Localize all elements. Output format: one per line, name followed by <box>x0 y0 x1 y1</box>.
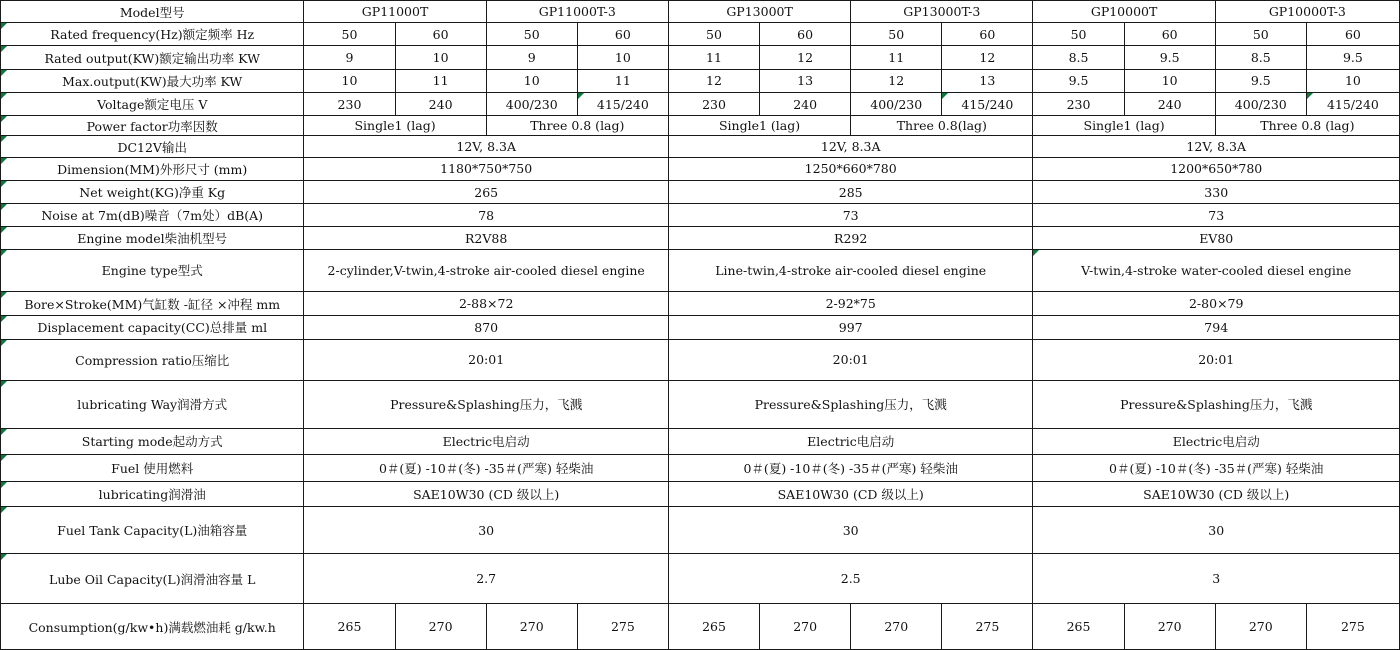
row-label: Fuel Tank Capacity(L)油箱容量 <box>1 507 304 554</box>
value-cell: Electric电启动 <box>1033 428 1400 454</box>
value-cell: 20:01 <box>668 339 1033 380</box>
value-cell: 10 <box>1124 69 1215 92</box>
row-label: Max.output(KW)最大功率 KW <box>1 69 304 92</box>
value-cell: SAE10W30 (CD 级以上) <box>1033 482 1400 507</box>
value-cell: 330 <box>1033 180 1400 203</box>
value-cell: R2V88 <box>304 227 669 249</box>
value-cell: 285 <box>668 180 1033 203</box>
value-cell: 11 <box>851 46 942 69</box>
row-label: Rated output(KW)额定输出功率 KW <box>1 46 304 69</box>
spec-table-body <box>1 1 1400 650</box>
value-cell: 9.5 <box>1033 69 1124 92</box>
value-cell: Electric电启动 <box>304 428 669 454</box>
value-cell: 60 <box>1306 23 1399 46</box>
row-label: Lube Oil Capacity(L)润滑油容量 L <box>1 553 304 604</box>
table-row-net-weight <box>1 180 1400 203</box>
value-cell: Line-twin,4-stroke air-cooled diesel engine <box>668 249 1033 291</box>
value-cell: Pressure&Splashing压力，飞溅 <box>668 381 1033 429</box>
value-cell: Three 0.8(lag) <box>851 116 1033 136</box>
table-row-fuel-tank <box>1 507 1400 554</box>
table-row-starting-mode <box>1 428 1400 454</box>
table-row-max-output <box>1 69 1400 92</box>
value-cell: 10 <box>486 69 577 92</box>
table-row-consumption <box>1 604 1400 650</box>
value-cell: 50 <box>668 23 759 46</box>
row-label: Starting mode起动方式 <box>1 428 304 454</box>
value-cell: 270 <box>851 604 942 650</box>
table-row-dimension <box>1 157 1400 180</box>
value-cell: 11 <box>577 69 668 92</box>
value-cell: 275 <box>1306 604 1399 650</box>
table-row-displacement <box>1 316 1400 339</box>
row-label: Rated frequency(Hz)额定频率 Hz <box>1 23 304 46</box>
value-cell: 265 <box>668 604 759 650</box>
value-cell: 30 <box>668 507 1033 554</box>
row-label: Engine model柴油机型号 <box>1 227 304 249</box>
value-cell: 2-88×72 <box>304 292 669 316</box>
value-cell: Electric电启动 <box>668 428 1033 454</box>
table-row-bore-stroke <box>1 292 1400 316</box>
value-cell: 265 <box>1033 604 1124 650</box>
value-cell: 275 <box>577 604 668 650</box>
value-cell: 230 <box>1033 92 1124 115</box>
table-row-lube-oil-capacity <box>1 553 1400 604</box>
value-cell: 265 <box>304 604 395 650</box>
model-header-cell: GP13000T-3 <box>851 1 1033 23</box>
value-cell: 9.5 <box>1124 46 1215 69</box>
value-cell: 3 <box>1033 553 1400 604</box>
row-label: lubricating Way润滑方式 <box>1 381 304 429</box>
value-cell: 270 <box>1124 604 1215 650</box>
value-cell: 2-cylinder,V-twin,4-stroke air-cooled diesel engine <box>304 249 669 291</box>
table-row-noise <box>1 204 1400 227</box>
value-cell: 10 <box>304 69 395 92</box>
value-cell: 11 <box>668 46 759 69</box>
value-cell: 240 <box>1124 92 1215 115</box>
value-cell: 400/230 <box>1215 92 1306 115</box>
value-cell: 0＃(夏) -10＃(冬) -35＃(严寒) 轻柴油 <box>668 454 1033 481</box>
value-cell: 8.5 <box>1033 46 1124 69</box>
value-cell: 997 <box>668 316 1033 339</box>
table-row-voltage <box>1 92 1400 115</box>
value-cell: 2-80×79 <box>1033 292 1400 316</box>
value-cell: Pressure&Splashing压力，飞溅 <box>1033 381 1400 429</box>
value-cell: 12V, 8.3A <box>668 136 1033 157</box>
value-cell: 415/240 <box>942 92 1033 115</box>
value-cell: 60 <box>942 23 1033 46</box>
value-cell: 10 <box>577 46 668 69</box>
value-cell: 9 <box>304 46 395 69</box>
value-cell: 400/230 <box>851 92 942 115</box>
value-cell: 9.5 <box>1306 46 1399 69</box>
value-cell: 1200*650*780 <box>1033 157 1400 180</box>
value-cell: 12V, 8.3A <box>1033 136 1400 157</box>
value-cell: 78 <box>304 204 669 227</box>
value-cell: 0＃(夏) -10＃(冬) -35＃(严寒) 轻柴油 <box>304 454 669 481</box>
value-cell: 11 <box>395 69 486 92</box>
row-label: lubricating润滑油 <box>1 482 304 507</box>
table-row-dc-output <box>1 136 1400 157</box>
model-header-cell: GP11000T <box>304 1 486 23</box>
value-cell: 270 <box>760 604 851 650</box>
table-row-engine-type <box>1 249 1400 291</box>
value-cell: 794 <box>1033 316 1400 339</box>
value-cell: 73 <box>668 204 1033 227</box>
value-cell: 12 <box>760 46 851 69</box>
value-cell: 2.7 <box>304 553 669 604</box>
model-header-cell: GP10000T <box>1033 1 1215 23</box>
value-cell: Single1 (lag) <box>668 116 850 136</box>
value-cell: V-twin,4-stroke water-cooled diesel engine <box>1033 249 1400 291</box>
value-cell: 270 <box>1215 604 1306 650</box>
value-cell: 275 <box>942 604 1033 650</box>
value-cell: 415/240 <box>577 92 668 115</box>
value-cell: 270 <box>395 604 486 650</box>
value-cell: 8.5 <box>1215 46 1306 69</box>
value-cell: 50 <box>1215 23 1306 46</box>
value-cell: 240 <box>760 92 851 115</box>
row-label: Displacement capacity(CC)总排量 ml <box>1 316 304 339</box>
row-label: Engine type型式 <box>1 249 304 291</box>
value-cell: 870 <box>304 316 669 339</box>
value-cell: SAE10W30 (CD 级以上) <box>304 482 669 507</box>
value-cell: 12 <box>668 69 759 92</box>
value-cell: 10 <box>395 46 486 69</box>
value-cell: 50 <box>1033 23 1124 46</box>
value-cell: Three 0.8 (lag) <box>1215 116 1399 136</box>
table-row-power-factor <box>1 116 1400 136</box>
value-cell: 415/240 <box>1306 92 1399 115</box>
row-label: Fuel 使用燃料 <box>1 454 304 481</box>
value-cell: 270 <box>486 604 577 650</box>
model-header-cell: GP13000T <box>668 1 850 23</box>
value-cell: 265 <box>304 180 669 203</box>
value-cell: 230 <box>304 92 395 115</box>
table-row-rated-output <box>1 46 1400 69</box>
value-cell: 12V, 8.3A <box>304 136 669 157</box>
value-cell: 60 <box>760 23 851 46</box>
value-cell: 240 <box>395 92 486 115</box>
value-cell: 400/230 <box>486 92 577 115</box>
value-cell: 12 <box>942 46 1033 69</box>
table-row-lubricating-oil <box>1 482 1400 507</box>
row-label: Power factor功率因数 <box>1 116 304 136</box>
value-cell: 1250*660*780 <box>668 157 1033 180</box>
value-cell: EV80 <box>1033 227 1400 249</box>
row-label: Compression ratio压缩比 <box>1 339 304 380</box>
value-cell: R292 <box>668 227 1033 249</box>
row-label: Dimension(MM)外形尺寸 (mm) <box>1 157 304 180</box>
table-row-fuel <box>1 454 1400 481</box>
value-cell: 0＃(夏) -10＃(冬) -35＃(严寒) 轻柴油 <box>1033 454 1400 481</box>
value-cell: 13 <box>760 69 851 92</box>
row-label: Net weight(KG)净重 Kg <box>1 180 304 203</box>
value-cell: SAE10W30 (CD 级以上) <box>668 482 1033 507</box>
value-cell: Single1 (lag) <box>1033 116 1215 136</box>
value-cell: Single1 (lag) <box>304 116 486 136</box>
value-cell: 10 <box>1306 69 1399 92</box>
value-cell: 60 <box>577 23 668 46</box>
value-cell: 12 <box>851 69 942 92</box>
row-label: DC12V输出 <box>1 136 304 157</box>
value-cell: 9.5 <box>1215 69 1306 92</box>
table-row-compression <box>1 339 1400 380</box>
row-label: Voltage额定电压 V <box>1 92 304 115</box>
table-row-frequency <box>1 23 1400 46</box>
table-row-header <box>1 1 1400 23</box>
value-cell: 30 <box>1033 507 1400 554</box>
value-cell: Three 0.8 (lag) <box>486 116 668 136</box>
row-label: Noise at 7m(dB)噪音（7m处）dB(A) <box>1 204 304 227</box>
value-cell: 2.5 <box>668 553 1033 604</box>
value-cell: 50 <box>486 23 577 46</box>
value-cell: 50 <box>304 23 395 46</box>
value-cell: 30 <box>304 507 669 554</box>
value-cell: 73 <box>1033 204 1400 227</box>
table-row-engine-model <box>1 227 1400 249</box>
model-header-cell: GP11000T-3 <box>486 1 668 23</box>
table-row-lubricating-way <box>1 381 1400 429</box>
value-cell: 230 <box>668 92 759 115</box>
value-cell: 20:01 <box>1033 339 1400 380</box>
value-cell: 20:01 <box>304 339 669 380</box>
value-cell: 9 <box>486 46 577 69</box>
value-cell: 13 <box>942 69 1033 92</box>
row-label: Bore×Stroke(MM)气缸数 -缸径 ×冲程 mm <box>1 292 304 316</box>
value-cell: 2-92*75 <box>668 292 1033 316</box>
model-header-cell: GP10000T-3 <box>1215 1 1399 23</box>
row-label: Model型号 <box>1 1 304 23</box>
value-cell: Pressure&Splashing压力，飞溅 <box>304 381 669 429</box>
row-label: Consumption(g/kw•h)满载燃油耗 g/kw.h <box>1 604 304 650</box>
value-cell: 50 <box>851 23 942 46</box>
value-cell: 60 <box>1124 23 1215 46</box>
value-cell: 1180*750*750 <box>304 157 669 180</box>
value-cell: 60 <box>395 23 486 46</box>
